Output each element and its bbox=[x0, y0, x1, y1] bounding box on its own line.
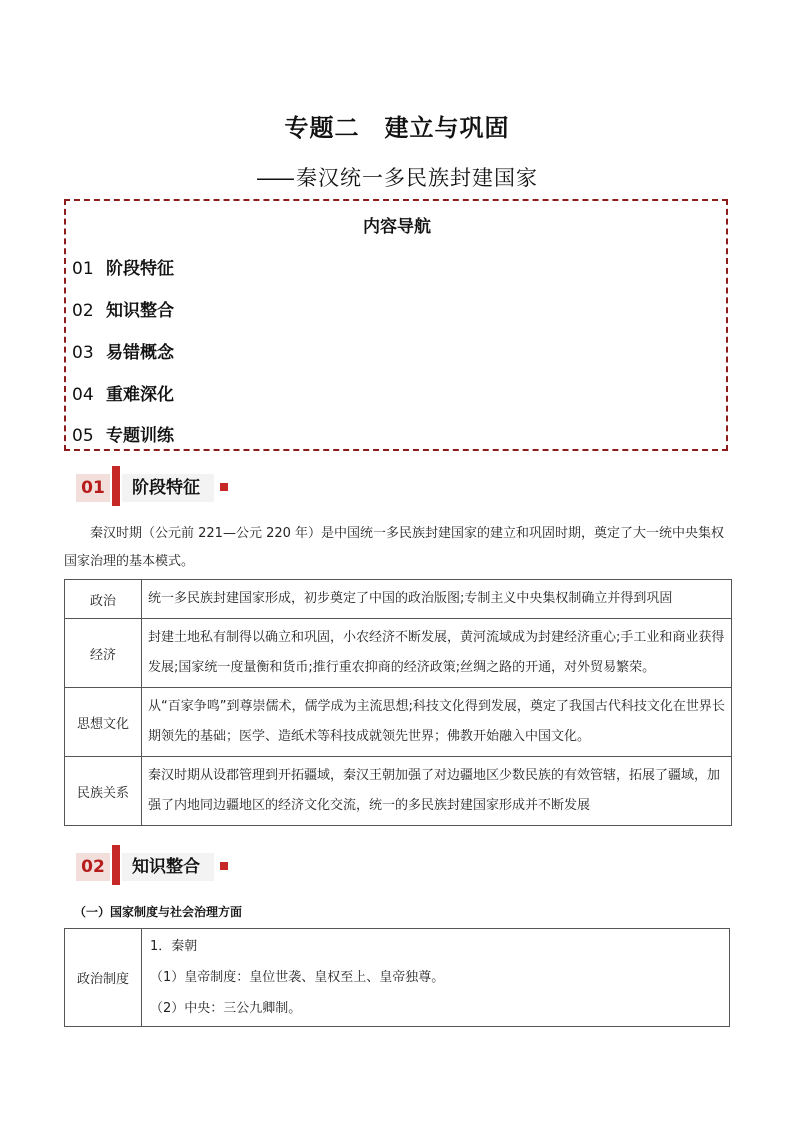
nav-item-label: 阶段特征 bbox=[106, 259, 174, 279]
row-key: 政治 bbox=[65, 580, 142, 619]
page-subtitle bbox=[0, 162, 794, 192]
stage-features-table bbox=[64, 579, 732, 826]
row-value: 从“百家争鸣”到尊崇儒术，儒学成为主流思想;科技文化得到发展，奠定了我国古代科技文化在世界长期领先的基础；医学、造纸术等科技成就领先世界；佛教开始融入中国文化。 bbox=[142, 688, 732, 757]
section-accent-bar bbox=[112, 845, 120, 885]
nav-item-number: 04 bbox=[72, 385, 94, 405]
nav-item-number: 01 bbox=[72, 259, 94, 279]
row-key: 政治制度 bbox=[65, 929, 142, 1027]
table-row bbox=[65, 619, 732, 688]
row-key: 思想文化 bbox=[65, 688, 142, 757]
knowledge-table bbox=[64, 928, 730, 1027]
nav-title: 内容导航 bbox=[363, 217, 431, 237]
section-label: 知识整合 bbox=[122, 853, 214, 881]
nav-item-1[interactable] bbox=[72, 254, 174, 279]
subtitle-dash: —— bbox=[256, 166, 292, 190]
row-value: 统一多民族封建国家形成，初步奠定了中国的政治版图;专制主义中央集权制确立并得到巩固 bbox=[142, 580, 732, 619]
subtitle-text: 秦汉统一多民族封建国家 bbox=[296, 166, 538, 190]
nav-item-number: 03 bbox=[72, 343, 94, 363]
line-item: 1．秦朝 bbox=[150, 939, 198, 954]
nav-item-number: 05 bbox=[72, 426, 94, 446]
table-row bbox=[65, 929, 730, 1027]
nav-item-4[interactable] bbox=[72, 380, 174, 405]
intro-paragraph: 秦汉时期（公元前 221—公元 220 年）是中国统一多民族封建国家的建立和巩固时期，奠定了大一统中央集权国家治理的基本模式。 bbox=[64, 526, 725, 569]
nav-item-label: 重难深化 bbox=[106, 385, 174, 405]
section-header-knowledge-integration bbox=[76, 845, 236, 885]
subheading: （一）国家制度与社会治理方面 bbox=[74, 905, 243, 919]
square-bullet-icon bbox=[220, 483, 228, 491]
nav-item-2[interactable] bbox=[72, 296, 174, 321]
section-number: 01 bbox=[76, 474, 110, 502]
page-title: 专题二 建立与巩固 bbox=[284, 114, 510, 142]
row-value bbox=[142, 929, 730, 1027]
square-bullet-icon bbox=[220, 862, 228, 870]
table-row bbox=[65, 688, 732, 757]
table-row bbox=[65, 757, 732, 826]
section-label: 阶段特征 bbox=[122, 474, 214, 502]
line-item: （1）皇帝制度：皇位世袭、皇权至上、皇帝独尊。 bbox=[150, 970, 445, 985]
row-value: 秦汉时期从设郡管理到开拓疆域，秦汉王朝加强了对边疆地区少数民族的有效管辖，拓展了疆域，加强了内地同边疆地区的经济文化交流，统一的多民族封建国家形成并不断发展 bbox=[142, 757, 732, 826]
nav-item-5[interactable] bbox=[72, 421, 174, 446]
row-key: 经济 bbox=[65, 619, 142, 688]
nav-item-label: 专题训练 bbox=[106, 426, 174, 446]
line-item: （2）中央：三公九卿制。 bbox=[150, 1001, 302, 1016]
nav-item-3[interactable] bbox=[72, 338, 174, 363]
section-number: 02 bbox=[76, 853, 110, 881]
table-row bbox=[65, 580, 732, 619]
nav-item-number: 02 bbox=[72, 301, 94, 321]
row-key: 民族关系 bbox=[65, 757, 142, 826]
nav-item-label: 知识整合 bbox=[106, 301, 174, 321]
section-accent-bar bbox=[112, 466, 120, 506]
nav-item-label: 易错概念 bbox=[106, 343, 174, 363]
section-header-stage-features bbox=[76, 466, 236, 506]
row-value: 封建土地私有制得以确立和巩固，小农经济不断发展，黄河流域成为封建经济重心;手工业和商业获得发展;国家统一度量衡和货币;推行重农抑商的经济政策;丝绸之路的开通，对外贸易繁荣。 bbox=[142, 619, 732, 688]
